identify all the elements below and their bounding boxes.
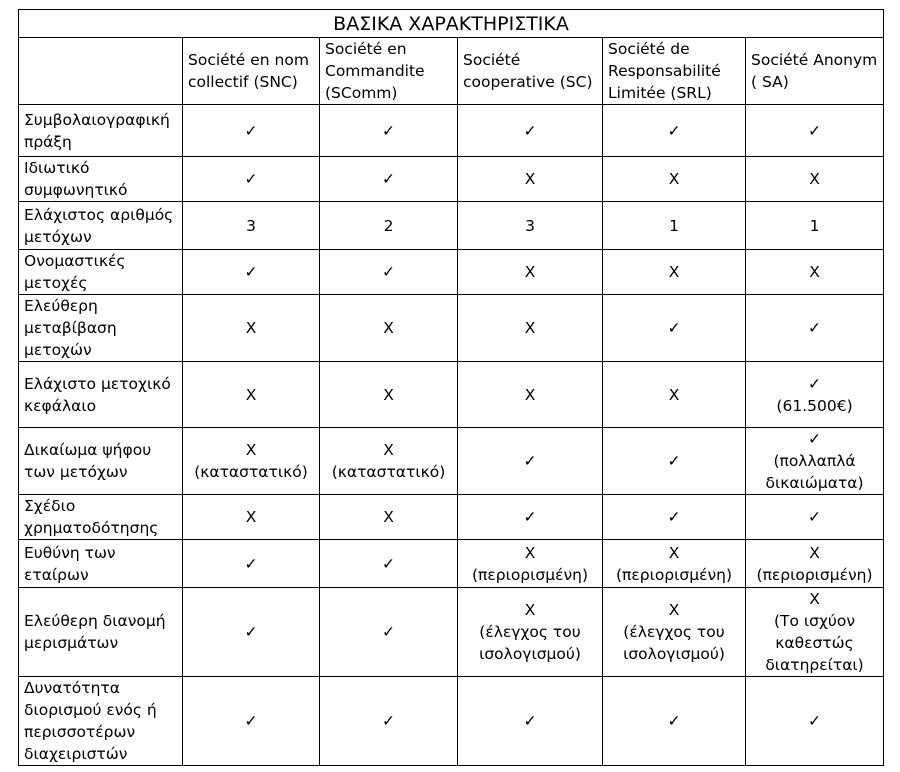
cell-value: 1: [809, 216, 820, 235]
check-mark: ✓: [244, 121, 258, 140]
check-mark: ✓: [808, 319, 822, 337]
cell-note: (έλεγχος του ισολογισμού): [479, 623, 581, 663]
table-cell: [183, 202, 320, 250]
check-mark: ✓: [808, 430, 822, 448]
check-mark: ✓: [244, 554, 258, 573]
table-cell: [603, 588, 746, 677]
cross-mark: X: [668, 543, 680, 562]
check-mark: ✓: [808, 374, 822, 393]
table-cell: [183, 250, 320, 295]
check-mark: ✓: [244, 712, 258, 730]
row-label: Ονομαστικές μετοχές: [19, 250, 183, 295]
header-row: [19, 38, 884, 105]
cell-note: (πολλαπλά δικαιώματα): [765, 452, 864, 492]
cell-note: (καταστατικό): [331, 463, 446, 481]
check-mark: ✓: [382, 554, 395, 573]
check-mark: ✓: [667, 712, 681, 730]
column-header: Société en nom collectif (SNC): [183, 38, 320, 105]
cross-mark: X: [809, 543, 820, 562]
check-mark: ✓: [808, 508, 822, 526]
column-header: Société de Responsabilité Limitée (SRL): [603, 38, 746, 105]
table-cell: [458, 105, 603, 157]
cell-value: 2: [383, 216, 394, 235]
cross-mark: X: [383, 441, 394, 459]
table-cell: [183, 588, 320, 677]
cross-mark: X: [245, 385, 257, 404]
check-mark: ✓: [523, 121, 537, 140]
check-mark: ✓: [808, 712, 822, 730]
table-cell: [603, 677, 746, 766]
cell-note: (Το ισχύον καθεστώς διατηρείται): [765, 612, 864, 674]
cell-note: (61.500€): [776, 396, 853, 415]
characteristics-table: [18, 9, 884, 766]
table-cell: [320, 105, 458, 157]
cross-mark: X: [524, 543, 536, 562]
table-cell: [320, 250, 458, 295]
table-cell: [183, 495, 320, 540]
check-mark: ✓: [382, 623, 395, 641]
table-cell: [603, 105, 746, 157]
check-mark: ✓: [382, 121, 395, 140]
cross-mark: X: [383, 508, 394, 526]
table-cell: [746, 250, 884, 295]
cross-mark: X: [668, 601, 680, 619]
cell-value: 1: [669, 216, 679, 235]
table-cell: [320, 495, 458, 540]
table-cell: [458, 588, 603, 677]
column-header: Société cooperative (SC): [458, 38, 603, 105]
table-row: [19, 677, 884, 766]
table-cell: [183, 295, 320, 362]
table-cell: [458, 295, 603, 362]
header-corner: [19, 38, 183, 105]
table-cell: [603, 362, 746, 428]
table-cell: [458, 362, 603, 428]
table-cell: [458, 157, 603, 202]
cross-mark: X: [668, 385, 680, 404]
table-cell: [603, 157, 746, 202]
table-cell: [603, 540, 746, 588]
table-row: [19, 295, 884, 362]
table-cell: [603, 495, 746, 540]
table-cell: [746, 362, 884, 428]
table-row: [19, 428, 884, 495]
table-cell: [746, 495, 884, 540]
column-header: Société Anonym ( SA): [746, 38, 884, 105]
check-mark: ✓: [523, 508, 537, 526]
table-cell: [320, 588, 458, 677]
table-cell: [320, 677, 458, 766]
table-cell: [603, 428, 746, 495]
row-label: Ελάχιστο μετοχικό κεφάλαιο: [19, 362, 183, 428]
table-row: [19, 157, 884, 202]
row-label: Συμβολαιογραφική πράξη: [19, 105, 183, 157]
cell-value: 3: [246, 216, 256, 235]
cross-mark: X: [524, 263, 536, 281]
table-cell: [183, 428, 320, 495]
cell-value: 3: [525, 216, 535, 235]
table-row: [19, 250, 884, 295]
cross-mark: X: [809, 263, 820, 281]
cross-mark: X: [809, 170, 820, 188]
cross-mark: X: [383, 319, 394, 337]
row-label: Ελεύθερη διανομή μερισμάτων: [19, 588, 183, 677]
table-cell: [746, 540, 884, 588]
table-row: [19, 362, 884, 428]
table-row: [19, 495, 884, 540]
check-mark: ✓: [382, 170, 395, 188]
table-cell: [746, 295, 884, 362]
row-label: Ελεύθερη μεταβίβαση μετοχών: [19, 295, 183, 362]
cross-mark: X: [524, 319, 536, 337]
check-mark: ✓: [244, 623, 258, 641]
table-title: ΒΑΣΙΚΑ ΧΑΡΑΚΤΗΡΙΣΤΙΚΑ: [19, 10, 884, 38]
cross-mark: X: [383, 385, 394, 404]
row-label: Δικαίωμα ψήφου των μετόχων: [19, 428, 183, 495]
row-label: Σχέδιο χρηματοδότησης: [19, 495, 183, 540]
check-mark: ✓: [244, 263, 258, 281]
check-mark: ✓: [808, 121, 822, 140]
table-row: [19, 105, 884, 157]
table-cell: [183, 362, 320, 428]
check-mark: ✓: [667, 508, 681, 526]
cell-note: (περιορισμένη): [756, 565, 873, 584]
table-cell: [320, 202, 458, 250]
check-mark: ✓: [523, 452, 537, 470]
table-cell: [320, 428, 458, 495]
cross-mark: X: [524, 385, 536, 404]
table-cell: [746, 588, 884, 677]
table-cell: [183, 677, 320, 766]
cross-mark: X: [809, 590, 820, 608]
table-cell: [458, 677, 603, 766]
cross-mark: X: [524, 601, 536, 619]
table-cell: [603, 202, 746, 250]
table-cell: [603, 250, 746, 295]
table-cell: [320, 295, 458, 362]
table-cell: [320, 157, 458, 202]
table-cell: [320, 540, 458, 588]
cross-mark: X: [245, 319, 257, 337]
table-row: [19, 540, 884, 588]
cross-mark: X: [668, 263, 680, 281]
row-label: Ευθύνη των εταίρων: [19, 540, 183, 588]
table-cell: [746, 428, 884, 495]
row-label: Ιδιωτικό συμφωνητικό: [19, 157, 183, 202]
table-cell: [746, 105, 884, 157]
table-cell: [458, 495, 603, 540]
check-mark: ✓: [523, 712, 537, 730]
table-cell: [746, 677, 884, 766]
table-cell: [458, 540, 603, 588]
table-cell: [183, 540, 320, 588]
check-mark: ✓: [667, 319, 681, 337]
table-cell: [458, 250, 603, 295]
table-cell: [183, 157, 320, 202]
column-header: Société en Commandite (SComm): [320, 38, 458, 105]
check-mark: ✓: [244, 170, 258, 188]
table-row: [19, 588, 884, 677]
cross-mark: X: [245, 508, 257, 526]
cross-mark: X: [524, 170, 536, 188]
table-cell: [746, 157, 884, 202]
cell-note: (έλεγχος του ισολογισμού): [623, 623, 725, 663]
table-row: [19, 202, 884, 250]
check-mark: ✓: [382, 712, 395, 730]
table-cell: [458, 202, 603, 250]
check-mark: ✓: [382, 263, 395, 281]
table-cell: [458, 428, 603, 495]
cross-mark: X: [668, 170, 680, 188]
check-mark: ✓: [667, 121, 681, 140]
check-mark: ✓: [667, 452, 681, 470]
table-cell: [320, 362, 458, 428]
table-cell: [183, 105, 320, 157]
row-label: Δυνατότητα διορισμού ενός ή περισσοτέρων διαχειριστών: [19, 677, 183, 766]
cell-note: (καταστατικό): [194, 463, 308, 481]
table-cell: [603, 295, 746, 362]
cell-note: (περιορισμένη): [471, 565, 588, 584]
row-label: Ελάχιστος αριθμός μετόχων: [19, 202, 183, 250]
cross-mark: X: [245, 441, 257, 459]
table-cell: [746, 202, 884, 250]
cell-note: (περιορισμένη): [615, 565, 732, 584]
